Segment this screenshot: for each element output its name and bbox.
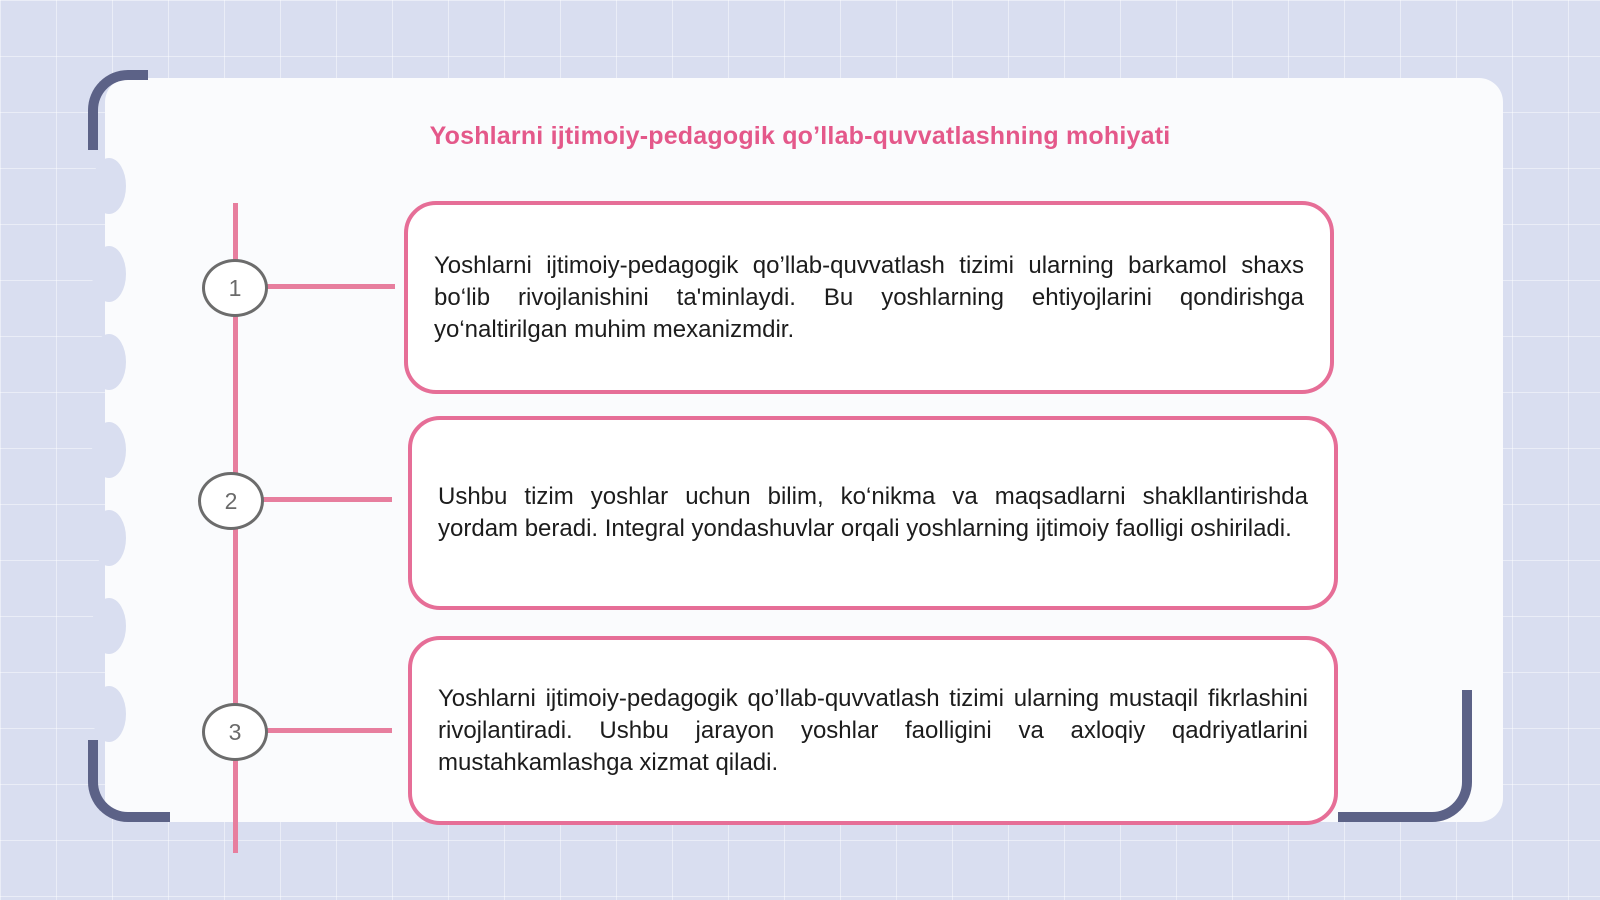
timeline-connector <box>265 284 395 289</box>
step-number-badge: 2 <box>198 472 264 530</box>
step-card <box>404 201 1334 394</box>
frame-corner-bottom-left <box>88 740 170 822</box>
step-card-text: Yoshlarni ijtimoiy-pedagogik qo’llab-quvvatlash tizimi ularning mustaqil fikrlashini rivojlantiradi. Ushbu jarayon yoshlar faolligini va axloqiy qadriyatlarini mustahkamlashga xizmat qiladi. <box>438 684 1308 776</box>
timeline-connector <box>265 728 392 733</box>
timeline-connector <box>262 497 392 502</box>
step-card-text: Ushbu tizim yoshlar uchun bilim, ko‘nikma va maqsadlarni shakllantirishda yordam beradi. Integral yondashuvlar orqali yoshlarning ijtimoiy faolligi oshiriladi. <box>438 483 1308 542</box>
frame-corner-top-left <box>88 70 148 150</box>
frame-corner-bottom-right <box>1338 690 1472 822</box>
step-card <box>408 416 1338 610</box>
step-card <box>408 636 1338 825</box>
step-number-badge: 3 <box>202 703 268 761</box>
step-card-text: Yoshlarni ijtimoiy-pedagogik qo’llab-quvvatlash tizimi ularning barkamol shaxs bo‘lib rivojlanishini ta'minlaydi. Bu yoshlarning ehtiyojlarini qondirishga yo‘naltirilgan muhim mexanizmdir. <box>434 251 1304 343</box>
slide-title: Yoshlarni ijtimoiy-pedagogik qo’llab-quvvatlashning mohiyati <box>429 122 1171 150</box>
notebook-edge-decoration <box>92 158 132 758</box>
step-number-badge: 1 <box>202 259 268 317</box>
